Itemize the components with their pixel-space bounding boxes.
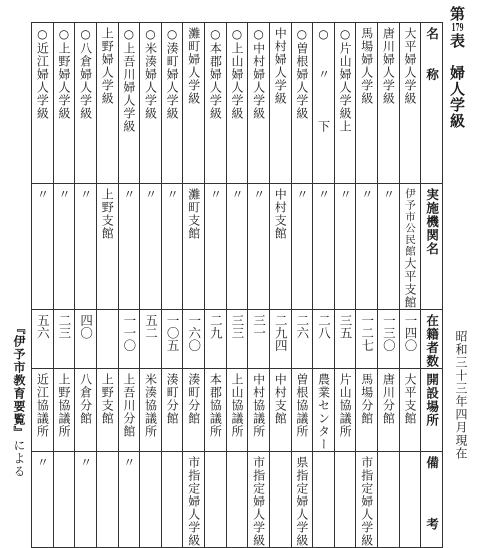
table-cell — [399, 310, 421, 369]
count-cell: 一三〇 — [381, 314, 397, 352]
table-number: 179 — [451, 22, 464, 33]
org-cell: 〃 — [251, 188, 266, 201]
table-cell — [96, 184, 118, 310]
table-cell — [334, 452, 356, 548]
table-cell — [356, 452, 378, 548]
count-cell: 三五 — [338, 314, 354, 339]
name-cell: ○上吾川婦人学級 — [121, 27, 136, 133]
table-cell — [53, 310, 75, 369]
org-cell: 〃 — [381, 188, 396, 201]
org-cell — [400, 188, 420, 309]
table-cell — [205, 184, 227, 310]
table-cell — [269, 369, 291, 452]
table-cell — [161, 452, 183, 548]
place-cell: 近江協議所 — [35, 373, 50, 438]
place-cell: 上山協議所 — [229, 373, 244, 438]
title-prefix: 第 — [448, 6, 466, 22]
table-cell — [334, 369, 356, 452]
table-cell — [32, 23, 54, 184]
header-cell — [421, 184, 443, 310]
note-cell: 市指定婦人学級 — [186, 456, 201, 547]
table-cell — [269, 452, 291, 548]
place-cell: 八倉分館 — [78, 373, 93, 425]
note-cell: 〃 — [35, 456, 50, 469]
table-cell — [334, 310, 356, 369]
table-cell — [75, 310, 97, 369]
name-row — [32, 23, 443, 184]
table-cell — [378, 310, 400, 369]
org-row — [32, 184, 443, 310]
table-cell — [313, 184, 335, 310]
name-cell: ○湊町婦人学級 — [165, 27, 180, 120]
name-cell: 上野婦人学級 — [100, 27, 115, 105]
table-cell — [291, 452, 313, 548]
table-cell — [53, 369, 75, 452]
table-cell — [226, 23, 248, 184]
table-cell — [118, 310, 140, 369]
place-cell: 湊町分館 — [186, 373, 201, 425]
table-cell — [399, 452, 421, 548]
table-cell — [75, 452, 97, 548]
table-cell — [96, 23, 118, 184]
table-cell — [313, 369, 335, 452]
table-cell — [378, 184, 400, 310]
source-note — [4, 322, 28, 478]
title-text: 表 婦人学級 — [448, 33, 466, 129]
table-cell — [248, 23, 270, 184]
name-cell: ○本郡婦人学級 — [208, 27, 223, 120]
table-cell — [53, 23, 75, 184]
count-cell: 一一〇 — [121, 314, 137, 352]
place-cell: 農業センター — [316, 373, 331, 451]
table-cell — [53, 452, 75, 548]
table-cell — [226, 184, 248, 310]
place-cell: 片山協議所 — [338, 373, 353, 438]
table-cell — [140, 369, 162, 452]
table-cell — [140, 310, 162, 369]
header-name: 名 称 — [424, 27, 440, 89]
table-cell — [248, 310, 270, 369]
place-cell: 中村支館 — [273, 373, 288, 425]
org-cell: 〃 — [143, 188, 158, 201]
place-cell: 湊町分館 — [165, 373, 180, 425]
org-cell: 〃 — [208, 188, 223, 201]
place-cell: 米湊協議所 — [143, 373, 158, 438]
place-cell: 馬場分館 — [359, 373, 374, 425]
name-cell: ○八倉婦人学級 — [78, 27, 93, 120]
table-cell — [291, 369, 313, 452]
count-cell: 二六 — [294, 314, 310, 339]
org-cell: 〃 — [294, 188, 309, 201]
table-title — [440, 6, 468, 129]
org-cell: 〃 — [35, 188, 50, 201]
place-cell: 大平支館 — [402, 373, 417, 425]
note-cell: 市指定婦人学級 — [251, 456, 266, 547]
table-cell — [291, 310, 313, 369]
header-cell — [421, 23, 443, 184]
table-cell — [161, 184, 183, 310]
name-cell: 中村婦人学級 — [273, 27, 288, 105]
org-small: 伊予市公民館 — [403, 188, 416, 257]
table-cell — [248, 452, 270, 548]
place-cell: 上野支館 — [100, 373, 115, 425]
place-cell: 中村協議所 — [251, 373, 266, 438]
count-cell: 三一 — [251, 314, 267, 339]
org-cell: 中村支館 — [273, 188, 288, 240]
table-cell — [183, 184, 205, 310]
source-suffix: による — [12, 439, 26, 478]
table-cell — [248, 184, 270, 310]
table-cell — [32, 452, 54, 548]
name-cell: 唐川婦人学級 — [381, 27, 396, 105]
as-of-date: 昭和三十三年四月現在 — [454, 330, 468, 460]
table-cell — [334, 184, 356, 310]
org-cell: 〃 — [229, 188, 244, 201]
table-cell — [161, 369, 183, 452]
name-cell: ○米湊婦人学級 — [143, 27, 158, 120]
count-cell: 五二 — [143, 314, 159, 339]
table-cell — [75, 23, 97, 184]
count-cell: 一六〇 — [186, 314, 202, 352]
org-cell: 上野支館 — [100, 188, 115, 240]
table-cell — [399, 369, 421, 452]
source-ref: 『伊予市教育要覧』 — [12, 322, 26, 439]
womens-class-table — [31, 22, 443, 548]
note-cell: 〃 — [78, 456, 93, 469]
table-cell — [118, 184, 140, 310]
count-cell: 四〇 — [78, 314, 94, 339]
table-cell — [313, 452, 335, 548]
table-cell — [269, 184, 291, 310]
table-cell — [399, 23, 421, 184]
org-cell: 〃 — [121, 188, 136, 201]
table-cell — [356, 184, 378, 310]
note-cell: 県指定婦人学級 — [294, 456, 309, 547]
org-cell: 〃 — [78, 188, 93, 201]
table-cell — [269, 310, 291, 369]
table-cell — [205, 452, 227, 548]
name-cell: ○上野婦人学級 — [56, 27, 71, 120]
table-cell — [378, 23, 400, 184]
header-cell — [421, 369, 443, 452]
org-cell: 灘町支館 — [186, 188, 201, 240]
count-cell: 一〇五 — [165, 314, 181, 352]
table-cell — [183, 310, 205, 369]
count-cell: 二九 — [208, 314, 224, 339]
place-cell: 上野協議所 — [56, 373, 71, 438]
table-cell — [75, 369, 97, 452]
table-cell — [140, 23, 162, 184]
table-cell — [32, 369, 54, 452]
table-cell — [96, 310, 118, 369]
name-cell: 馬場婦人学級 — [359, 27, 374, 105]
table-cell — [96, 452, 118, 548]
table-cell — [140, 452, 162, 548]
name-cell: ○近江婦人学級 — [35, 27, 50, 120]
table-cell — [291, 23, 313, 184]
table-cell — [205, 23, 227, 184]
count-cell: 二八 — [316, 314, 332, 339]
header-cell — [421, 310, 443, 369]
name-cell: ○上山婦人学級 — [229, 27, 244, 120]
name-cell: 大平婦人学級 — [402, 27, 417, 105]
note-cell: 〃 — [121, 456, 136, 469]
note-row — [32, 452, 443, 548]
table-cell — [53, 184, 75, 310]
table-cell — [118, 452, 140, 548]
header-cell — [421, 452, 443, 548]
table-cell — [140, 184, 162, 310]
table-cell — [313, 23, 335, 184]
table-cell — [75, 184, 97, 310]
count-cell: 二三 — [56, 314, 72, 339]
table-cell — [118, 369, 140, 452]
table-cell — [356, 369, 378, 452]
table-cell — [183, 452, 205, 548]
org-main: 大平支館 — [402, 257, 417, 309]
name-cell: ○曽根婦人学級 — [294, 27, 309, 120]
header-place: 開設場所 — [424, 373, 440, 427]
count-cell: 三三 — [229, 314, 245, 339]
table-cell — [226, 310, 248, 369]
table-cell — [356, 310, 378, 369]
table-cell — [96, 369, 118, 452]
name-cell: 灘町婦人学級 — [186, 27, 201, 105]
table-cell — [399, 184, 421, 310]
header-note: 備 考 — [424, 456, 440, 538]
count-cell: 五六 — [35, 314, 51, 339]
table-cell — [161, 310, 183, 369]
table-cell — [334, 23, 356, 184]
count-cell: 一二七 — [359, 314, 375, 352]
table-cell — [248, 369, 270, 452]
count-cell: 一四〇 — [402, 314, 418, 352]
table-cell — [291, 184, 313, 310]
table-cell — [378, 369, 400, 452]
table-cell — [183, 23, 205, 184]
table-cell — [226, 452, 248, 548]
place-cell: 上吾川分館 — [121, 373, 136, 438]
header-org: 実施機関名 — [424, 188, 440, 256]
header-count: 在籍者数 — [424, 314, 440, 368]
place-cell: 曽根協議所 — [294, 373, 309, 438]
count-row — [32, 310, 443, 369]
org-cell: 〃 — [338, 188, 353, 201]
table-cell — [205, 310, 227, 369]
table-cell — [205, 369, 227, 452]
org-cell: 〃 — [316, 188, 331, 201]
place-row — [32, 369, 443, 452]
table-cell — [118, 23, 140, 184]
name-cell: ○片山婦人学級上 — [338, 27, 353, 133]
table-cell — [356, 23, 378, 184]
table-cell — [32, 184, 54, 310]
table-cell — [378, 452, 400, 548]
table-cell — [161, 23, 183, 184]
note-cell: 市指定婦人学級 — [359, 456, 374, 547]
org-cell: 〃 — [56, 188, 71, 201]
table-cell — [32, 310, 54, 369]
org-cell: 〃 — [359, 188, 374, 201]
table-cell — [226, 369, 248, 452]
place-cell: 本郡協議所 — [208, 373, 223, 438]
table-cell — [183, 369, 205, 452]
table-cell — [269, 23, 291, 184]
place-cell: 唐川分館 — [381, 373, 396, 425]
name-cell: ○ 〃 下 — [316, 27, 331, 133]
name-cell: ○中村婦人学級 — [251, 27, 266, 120]
org-cell: 〃 — [165, 188, 180, 201]
count-cell: 二九四 — [273, 314, 289, 352]
table-cell — [313, 310, 335, 369]
